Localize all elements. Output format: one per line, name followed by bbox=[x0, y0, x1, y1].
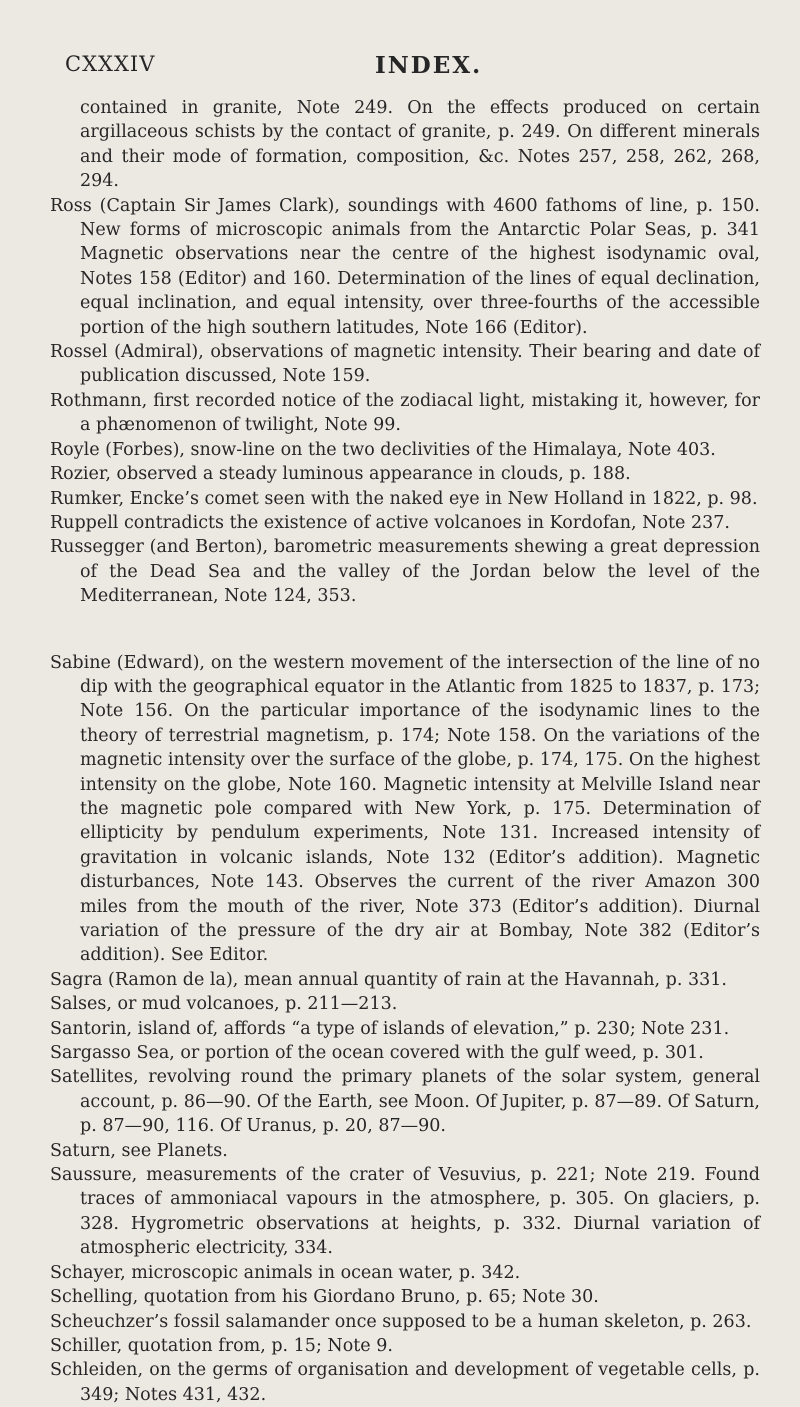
index-entry: Rumker, Encke’s comet seen with the naked eye in New Holland in 1822, p. 98. bbox=[50, 488, 758, 509]
index-entry: Schiller, quotation from, p. 15; Note 9. bbox=[50, 1335, 393, 1356]
page-number: CXXXIV bbox=[65, 52, 156, 76]
section-divider-space bbox=[50, 609, 760, 651]
index-entry: Salses, or mud volcanoes, p. 211—213. bbox=[50, 994, 398, 1015]
index-entry: contained in granite, Note 249. On the effects produced on certain argillaceous schists by the contact of granite, p. 249. On different minerals and their mode of formation, composition, &c. Notes 257, 258, 262, 268, 294. bbox=[80, 98, 760, 192]
index-entry: Ruppell contradicts the existence of active volcanoes in Kordofan, Note 237. bbox=[50, 512, 730, 533]
index-entry: Sagra (Ramon de la), mean annual quantity of rain at the Havannah, p. 331. bbox=[50, 969, 727, 990]
page-header bbox=[50, 52, 760, 88]
index-entry: Schleiden, on the germs of organisation and development of vegetable cells, p. 349; Notes 431, 432. bbox=[50, 1360, 760, 1405]
index-entry: Ross (Captain Sir James Clark), soundings with 4600 fathoms of line, p. 150. New forms of microscopic animals from the Antarctic Polar Seas, p. 341 Magnetic observations near the centre of the highest isodynamic oval, Notes 158 (Editor) and 160. Determination of the lines of equal declination, equal inclination, and equal intensity, over three-fourths of the accessible portion of the high southern latitudes, Note 166 (Editor). bbox=[50, 195, 760, 338]
running-head: INDEX. bbox=[375, 52, 483, 79]
index-entry: Saturn, see Planets. bbox=[50, 1140, 228, 1161]
index-entry: Rothmann, first recorded notice of the zodiacal light, mistaking it, however, for a phænomenon of twilight, Note 99. bbox=[50, 390, 760, 436]
index-entry: Russegger (and Berton), barometric measurements shewing a great depression of the Dead Sea and the valley of the Jordan below the level of the Mediterranean, Note 124, 353. bbox=[50, 537, 760, 607]
index-entry: Royle (Forbes), snow-line on the two declivities of the Himalaya, Note 403. bbox=[50, 439, 716, 460]
index-entry: Schayer, microscopic animals in ocean water, p. 342. bbox=[50, 1262, 521, 1283]
index-entry: Rozier, observed a steady luminous appearance in clouds, p. 188. bbox=[50, 464, 631, 485]
index-entry: Satellites, revolving round the primary planets of the solar system, general account, p. 86—90. Of the Earth, see Moon. Of Jupiter, p. 87—89. Of Saturn, p. 87—90, 116. Of Uranus, p. 20, 87—90. bbox=[50, 1067, 760, 1137]
index-entry: Sabine (Edward), on the western movement of the intersection of the line of no dip with the geographical equator in the Atlantic from 1825 to 1837, p. 173; Note 156. On the particular importance of the isodynamic lines to the theory of terrestrial magnetism, p. 174; Note 158. On the variations of the magnetic intensity over the surface of the globe, p. 174, 175. On the highest intensity on the globe, Note 160. Magnetic intensity at Melville Island near the magnetic pole compared with New York, p. 175. Determination of ellipticity by pendulum experiments, Note 131. Increased intensity of gravitation in volcanic islands, Note 132 (Editor’s addition). Magnetic disturbances, Note 143. Observes the current of the river Amazon 300 miles from the mouth of the river, Note 373 (Editor’s addition). Diurnal variation of the pressure of the dry air at Bombay, Note 382 (Editor’s addition). See Editor. bbox=[50, 652, 760, 966]
index-entry: Sargasso Sea, or portion of the ocean covered with the gulf weed, p. 301. bbox=[50, 1043, 704, 1064]
index-entry: Santorin, island of, affords “a type of islands of elevation,” p. 230; Note 231. bbox=[50, 1018, 730, 1039]
index-entry: Scheuchzer’s fossil salamander once supposed to be a human skeleton, p. 263. bbox=[50, 1311, 752, 1332]
index-entry: Schelling, quotation from his Giordano Bruno, p. 65; Note 30. bbox=[50, 1287, 599, 1308]
index-entry: Saussure, measurements of the crater of Vesuvius, p. 221; Note 219. Found traces of ammoniacal vapours in the atmosphere, p. 305. On glaciers, p. 328. Hygrometric observations at heights, p. 332. Diurnal variation of atmospheric electricity, 334. bbox=[50, 1165, 760, 1259]
index-entries bbox=[50, 96, 760, 1407]
index-entry: Rossel (Admiral), observations of magnetic intensity. Their bearing and date of publication discussed, Note 159. bbox=[50, 342, 760, 387]
